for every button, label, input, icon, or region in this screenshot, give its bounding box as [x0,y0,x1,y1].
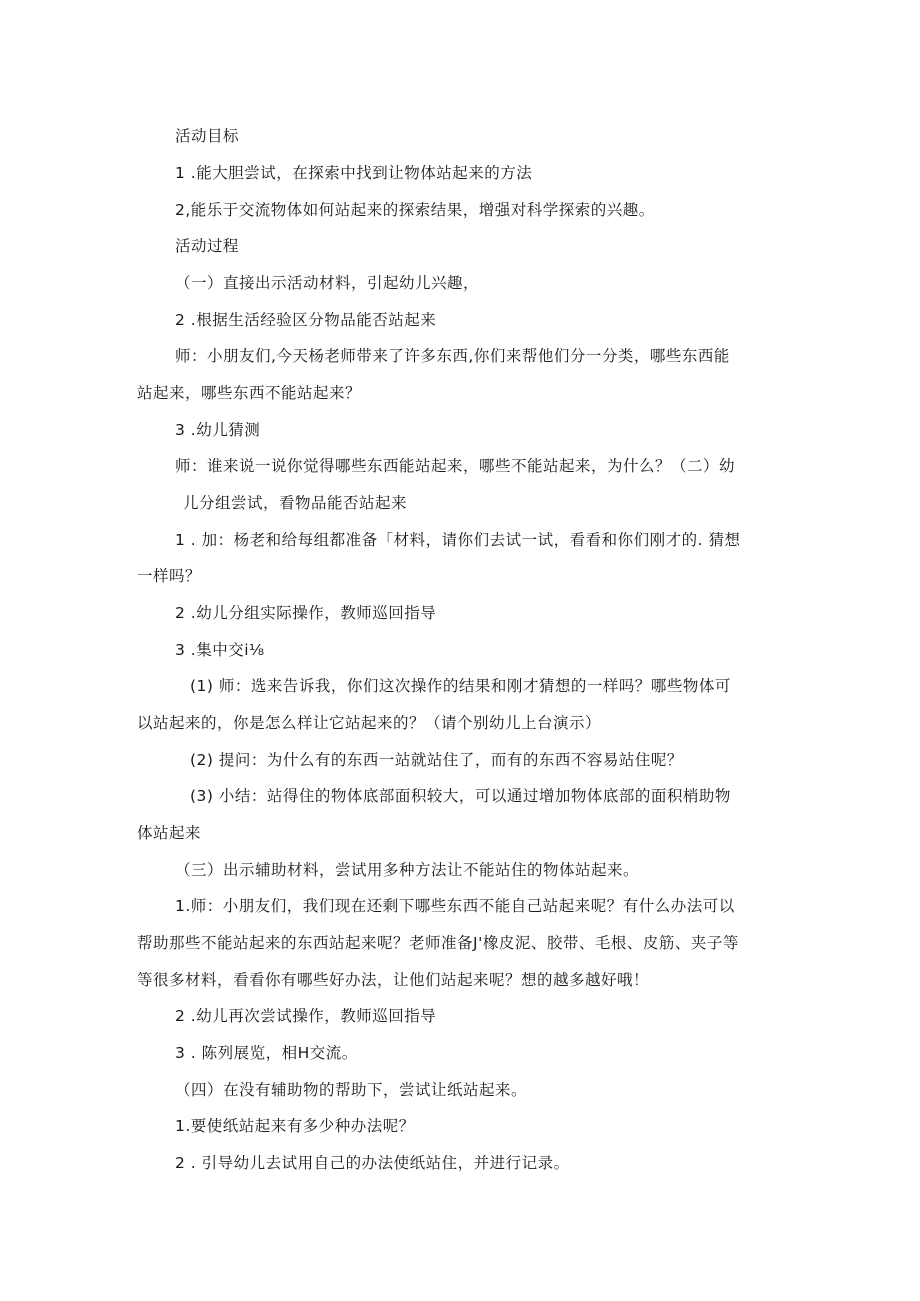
paragraph-line: 1.师：小朋友们，我们现在还剩下哪些东西不能自己站起来呢？有什么办法可以 [175,897,735,915]
paragraph-line: 儿分组尝试，看物品能否站起来 [183,494,408,512]
paragraph-line: 2 .幼儿再次尝试操作，教师巡回指导 [175,1007,437,1025]
goal-item-1: 1 .能大胆尝试，在探索中找到让物体站起来的方法 [175,164,533,182]
paragraph-line: 1.要使纸站起来有多少种办法呢？ [175,1117,415,1135]
paragraph-line: 以站起来的，你是怎么样让它站起来的？（请个别幼儿上台演示） [137,714,602,732]
goal-item-2: 2,能乐于交流物体如何站起来的探索结果，增强对科学探索的兴趣。 [175,201,655,219]
paragraph-line: 3 . 陈列展览，相H交流。 [175,1044,358,1062]
paragraph-line: 一样吗？ [137,567,202,585]
paragraph-line: (2) 提问：为什么有的东西一站就站住了，而有的东西不容易站住呢？ [190,751,683,769]
paragraph-line: 帮助那些不能站起来的东西站起来呢？老师准备J'橡皮泥、胶带、毛根、皮筋、夹子等 [137,934,739,952]
paragraph-line: 3 .幼儿猜测 [175,421,261,439]
step-heading-4: （四）在没有辅助物的帮助下，尝试让纸站起来。 [175,1081,528,1099]
paragraph-line: (3) 小结：站得住的物体底部面积较大，可以通过增加物体底部的面积梢助物 [190,787,731,805]
paragraph-line: 2 .根据生活经验区分物品能否站起来 [175,311,437,329]
paragraph-line: 师：谁来说一说你觉得哪些东西能站起来，哪些不能站起来，为什么？（二）幼 [175,457,736,475]
section-heading-process: 活动过程 [175,237,240,255]
paragraph-line: 站起来，哪些东西不能站起来？ [137,384,362,402]
paragraph-line: 3 .集中交i⅛ [175,641,265,659]
paragraph-line: 师：小朋友们,今天杨老师带来了许多东西,你们来帮他们分一分类，哪些东西能 [175,347,730,365]
paragraph-line: 等很多材料，看看你有哪些好办法，让他们站起来呢？想的越多越好哦！ [137,971,650,989]
step-heading-1: （一）直接出示活动材料，引起幼儿兴趣， [175,274,480,292]
paragraph-line: 2 . 引导幼儿去试用自己的办法使纸站住，并进行记录。 [175,1154,570,1172]
paragraph-line: (1) 师：选来告诉我，你们这次操作的结果和刚才猜想的一样吗？哪些物体可 [190,677,731,695]
step-heading-3: （三）出示辅助材料，尝试用多种方法让不能站住的物体站起来。 [175,861,640,879]
section-heading-goals: 活动目标 [175,127,240,145]
paragraph-line: 2 .幼儿分组实际操作，教师巡回指导 [175,604,437,622]
paragraph-line: 体站起来 [137,824,202,842]
paragraph-line: 1 . 加：杨老和给每组都准备「材料，请你们去试一试，看看和你们刚才的. 猜想 [175,531,741,549]
